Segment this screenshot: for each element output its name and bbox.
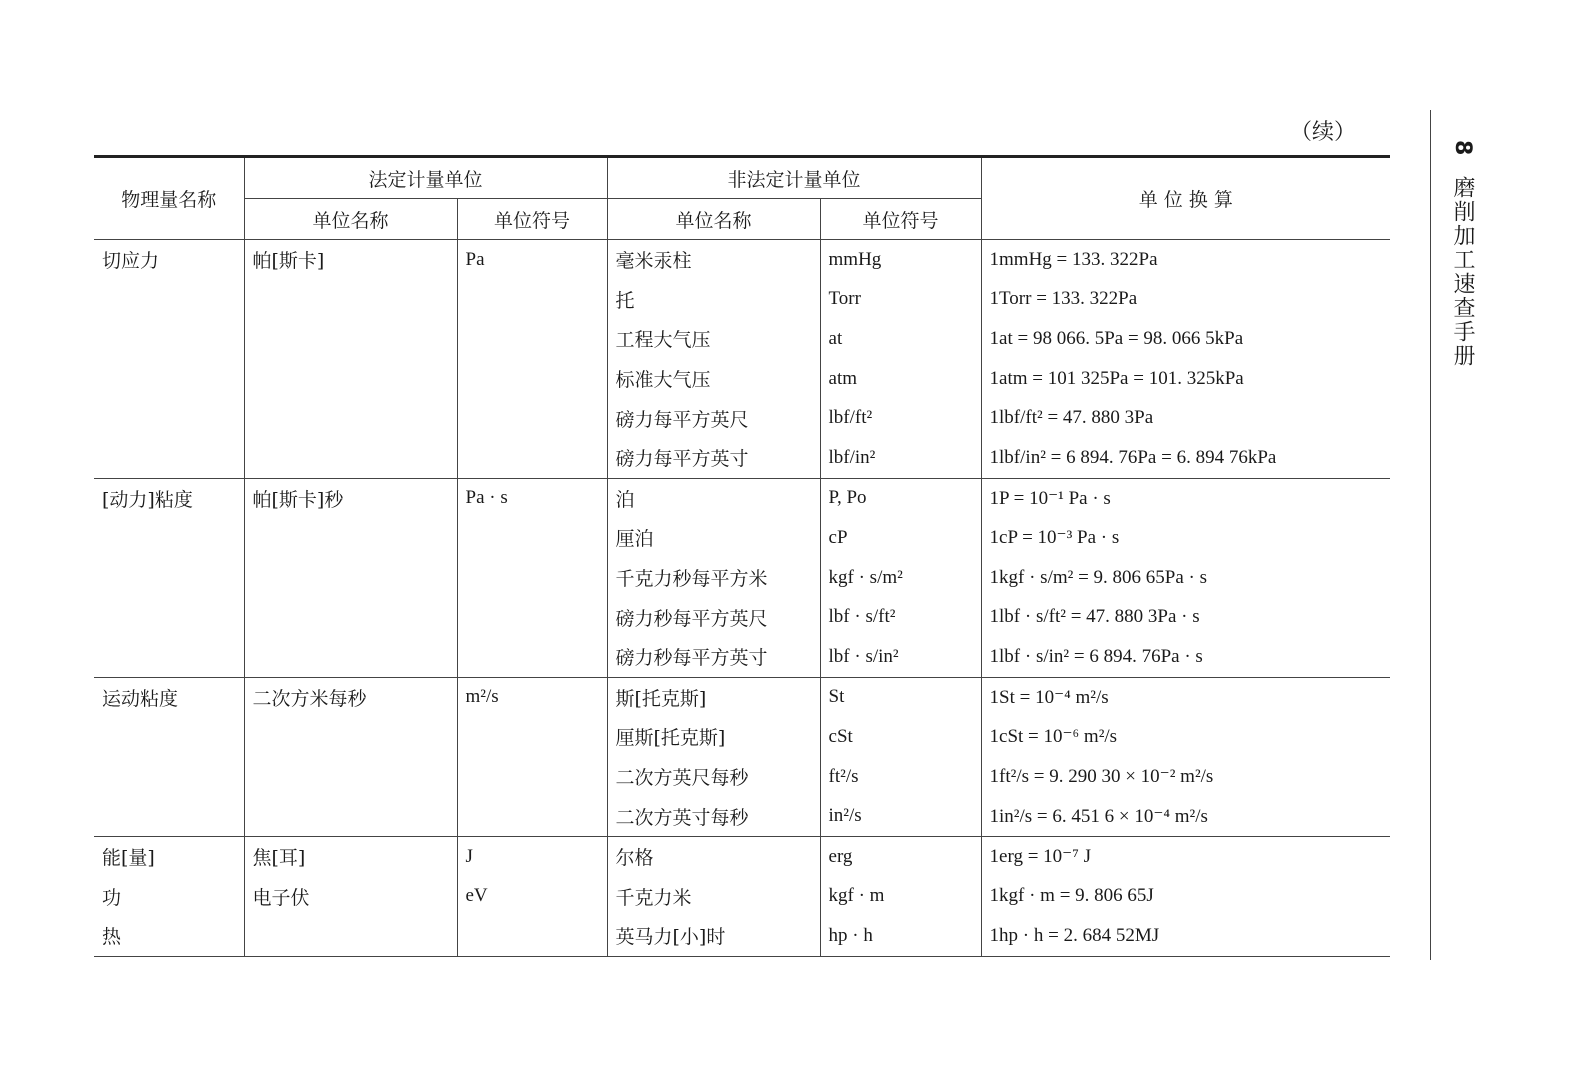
table-row — [94, 518, 1390, 558]
table-row — [94, 398, 1390, 438]
table-row — [94, 637, 1390, 677]
cell-quantity — [94, 359, 244, 399]
cell-quantity: 能[量] — [94, 836, 244, 876]
cell-legal-symbol — [457, 637, 607, 677]
table-row — [94, 836, 1390, 876]
cell-conversion: 1atm = 101 325Pa = 101. 325kPa — [981, 359, 1390, 399]
cell-nonlegal-symbol: P, Po — [820, 478, 981, 518]
cell-nonlegal-name: 二次方英寸每秒 — [607, 796, 820, 836]
cell-nonlegal-name: 千克力秒每平方米 — [607, 558, 820, 598]
cell-quantity — [94, 398, 244, 438]
cell-legal-symbol — [457, 359, 607, 399]
cell-quantity — [94, 518, 244, 558]
header-conversion: 单 位 换 算 — [981, 157, 1390, 240]
table-row — [94, 558, 1390, 598]
cell-legal-name — [244, 518, 457, 558]
table-row — [94, 916, 1390, 956]
cell-nonlegal-name: 英马力[小]时 — [607, 916, 820, 956]
header-nonlegal-symbol: 单位符号 — [820, 199, 981, 240]
table-row — [94, 478, 1390, 518]
cell-legal-symbol — [457, 558, 607, 598]
cell-legal-symbol — [457, 438, 607, 478]
cell-nonlegal-name: 磅力秒每平方英寸 — [607, 637, 820, 677]
book-title: 磨削加工速查手册 — [1450, 176, 1475, 369]
cell-nonlegal-name: 千克力米 — [607, 877, 820, 917]
table-row — [94, 359, 1390, 399]
cell-nonlegal-symbol: atm — [820, 359, 981, 399]
cell-conversion: 1Torr = 133. 322Pa — [981, 280, 1390, 320]
table-row — [94, 438, 1390, 478]
cell-legal-name — [244, 359, 457, 399]
cell-quantity: 切应力 — [94, 240, 244, 280]
cell-conversion: 1lbf · s/ft² = 47. 880 3Pa · s — [981, 597, 1390, 637]
cell-conversion: 1kgf · m = 9. 806 65J — [981, 877, 1390, 917]
cell-nonlegal-name: 泊 — [607, 478, 820, 518]
cell-nonlegal-name: 托 — [607, 280, 820, 320]
table-body — [94, 240, 1390, 957]
cell-quantity — [94, 280, 244, 320]
table-row — [94, 319, 1390, 359]
cell-conversion: 1cP = 10⁻³ Pa · s — [981, 518, 1390, 558]
cell-legal-symbol — [457, 717, 607, 757]
cell-quantity: 运动粘度 — [94, 677, 244, 717]
cell-legal-name — [244, 916, 457, 956]
cell-quantity — [94, 597, 244, 637]
cell-legal-symbol — [457, 518, 607, 558]
cell-nonlegal-name: 二次方英尺每秒 — [607, 757, 820, 797]
cell-quantity: [动力]粘度 — [94, 478, 244, 518]
table-row — [94, 280, 1390, 320]
cell-conversion: 1St = 10⁻⁴ m²/s — [981, 677, 1390, 717]
cell-nonlegal-name: 磅力每平方英寸 — [607, 438, 820, 478]
cell-nonlegal-symbol: ft²/s — [820, 757, 981, 797]
cell-nonlegal-symbol: in²/s — [820, 796, 981, 836]
cell-nonlegal-symbol: lbf · s/ft² — [820, 597, 981, 637]
cell-legal-symbol — [457, 398, 607, 438]
cell-nonlegal-name: 工程大气压 — [607, 319, 820, 359]
cell-legal-symbol — [457, 597, 607, 637]
cell-legal-name — [244, 757, 457, 797]
cell-quantity — [94, 438, 244, 478]
cell-nonlegal-symbol: kgf · s/m² — [820, 558, 981, 598]
cell-legal-name — [244, 796, 457, 836]
table-row — [94, 877, 1390, 917]
cell-nonlegal-name: 尔格 — [607, 836, 820, 876]
cell-conversion: 1at = 98 066. 5Pa = 98. 066 5kPa — [981, 319, 1390, 359]
cell-legal-name — [244, 637, 457, 677]
cell-quantity — [94, 717, 244, 757]
cell-nonlegal-name: 斯[托克斯] — [607, 677, 820, 717]
cell-nonlegal-symbol: mmHg — [820, 240, 981, 280]
header-legal-name: 单位名称 — [244, 199, 457, 240]
cell-conversion: 1in²/s = 6. 451 6 × 10⁻⁴ m²/s — [981, 796, 1390, 836]
cell-legal-name — [244, 319, 457, 359]
cell-legal-symbol: eV — [457, 877, 607, 917]
cell-nonlegal-symbol: hp · h — [820, 916, 981, 956]
cell-conversion: 1lbf/in² = 6 894. 76Pa = 6. 894 76kPa — [981, 438, 1390, 478]
header-nonlegal-units: 非法定计量单位 — [607, 157, 981, 199]
cell-nonlegal-name: 毫米汞柱 — [607, 240, 820, 280]
cell-legal-symbol — [457, 757, 607, 797]
table-row — [94, 757, 1390, 797]
header-quantity: 物理量名称 — [94, 157, 244, 240]
cell-conversion: 1lbf · s/in² = 6 894. 76Pa · s — [981, 637, 1390, 677]
cell-nonlegal-name: 磅力每平方英尺 — [607, 398, 820, 438]
table-row — [94, 597, 1390, 637]
cell-nonlegal-symbol: kgf · m — [820, 877, 981, 917]
chapter-number: 8 — [1450, 140, 1475, 156]
cell-nonlegal-symbol: Torr — [820, 280, 981, 320]
cell-quantity — [94, 796, 244, 836]
cell-nonlegal-symbol: St — [820, 677, 981, 717]
margin-rule — [1430, 110, 1431, 960]
cell-quantity: 热 — [94, 916, 244, 956]
continued-label: （续） — [1290, 120, 1357, 145]
cell-conversion: 1mmHg = 133. 322Pa — [981, 240, 1390, 280]
cell-nonlegal-symbol: cSt — [820, 717, 981, 757]
table-row — [94, 796, 1390, 836]
cell-conversion: 1lbf/ft² = 47. 880 3Pa — [981, 398, 1390, 438]
cell-quantity — [94, 757, 244, 797]
cell-conversion: 1P = 10⁻¹ Pa · s — [981, 478, 1390, 518]
cell-legal-name — [244, 280, 457, 320]
cell-legal-name: 二次方米每秒 — [244, 677, 457, 717]
cell-legal-name — [244, 398, 457, 438]
cell-legal-name — [244, 438, 457, 478]
cell-nonlegal-symbol: erg — [820, 836, 981, 876]
cell-nonlegal-name: 磅力秒每平方英尺 — [607, 597, 820, 637]
cell-nonlegal-symbol: lbf/ft² — [820, 398, 981, 438]
cell-legal-name — [244, 717, 457, 757]
table-row — [94, 677, 1390, 717]
cell-quantity — [94, 558, 244, 598]
table-row — [94, 240, 1390, 280]
cell-legal-symbol: J — [457, 836, 607, 876]
cell-nonlegal-name: 厘斯[托克斯] — [607, 717, 820, 757]
cell-quantity: 功 — [94, 877, 244, 917]
cell-legal-symbol — [457, 319, 607, 359]
cell-conversion: 1ft²/s = 9. 290 30 × 10⁻² m²/s — [981, 757, 1390, 797]
table-row — [94, 717, 1390, 757]
cell-legal-symbol — [457, 916, 607, 956]
cell-nonlegal-name: 标准大气压 — [607, 359, 820, 399]
header-nonlegal-name: 单位名称 — [607, 199, 820, 240]
header-legal-symbol: 单位符号 — [457, 199, 607, 240]
cell-legal-symbol: Pa — [457, 240, 607, 280]
cell-legal-symbol — [457, 796, 607, 836]
cell-legal-name — [244, 558, 457, 598]
cell-legal-symbol: m²/s — [457, 677, 607, 717]
cell-legal-name: 电子伏 — [244, 877, 457, 917]
chapter-side-tab — [1438, 140, 1478, 368]
header-legal-units: 法定计量单位 — [244, 157, 607, 199]
cell-quantity — [94, 319, 244, 359]
cell-nonlegal-symbol: at — [820, 319, 981, 359]
cell-nonlegal-name: 厘泊 — [607, 518, 820, 558]
cell-nonlegal-symbol: lbf/in² — [820, 438, 981, 478]
cell-conversion: 1cSt = 10⁻⁶ m²/s — [981, 717, 1390, 757]
cell-legal-symbol: Pa · s — [457, 478, 607, 518]
cell-legal-name: 帕[斯卡] — [244, 240, 457, 280]
cell-conversion: 1hp · h = 2. 684 52MJ — [981, 916, 1390, 956]
cell-nonlegal-symbol: lbf · s/in² — [820, 637, 981, 677]
cell-legal-name: 帕[斯卡]秒 — [244, 478, 457, 518]
cell-conversion: 1erg = 10⁻⁷ J — [981, 836, 1390, 876]
cell-legal-symbol — [457, 280, 607, 320]
cell-legal-name: 焦[耳] — [244, 836, 457, 876]
cell-quantity — [94, 637, 244, 677]
cell-nonlegal-symbol: cP — [820, 518, 981, 558]
cell-conversion: 1kgf · s/m² = 9. 806 65Pa · s — [981, 558, 1390, 598]
cell-legal-name — [244, 597, 457, 637]
unit-conversion-table — [94, 155, 1390, 957]
